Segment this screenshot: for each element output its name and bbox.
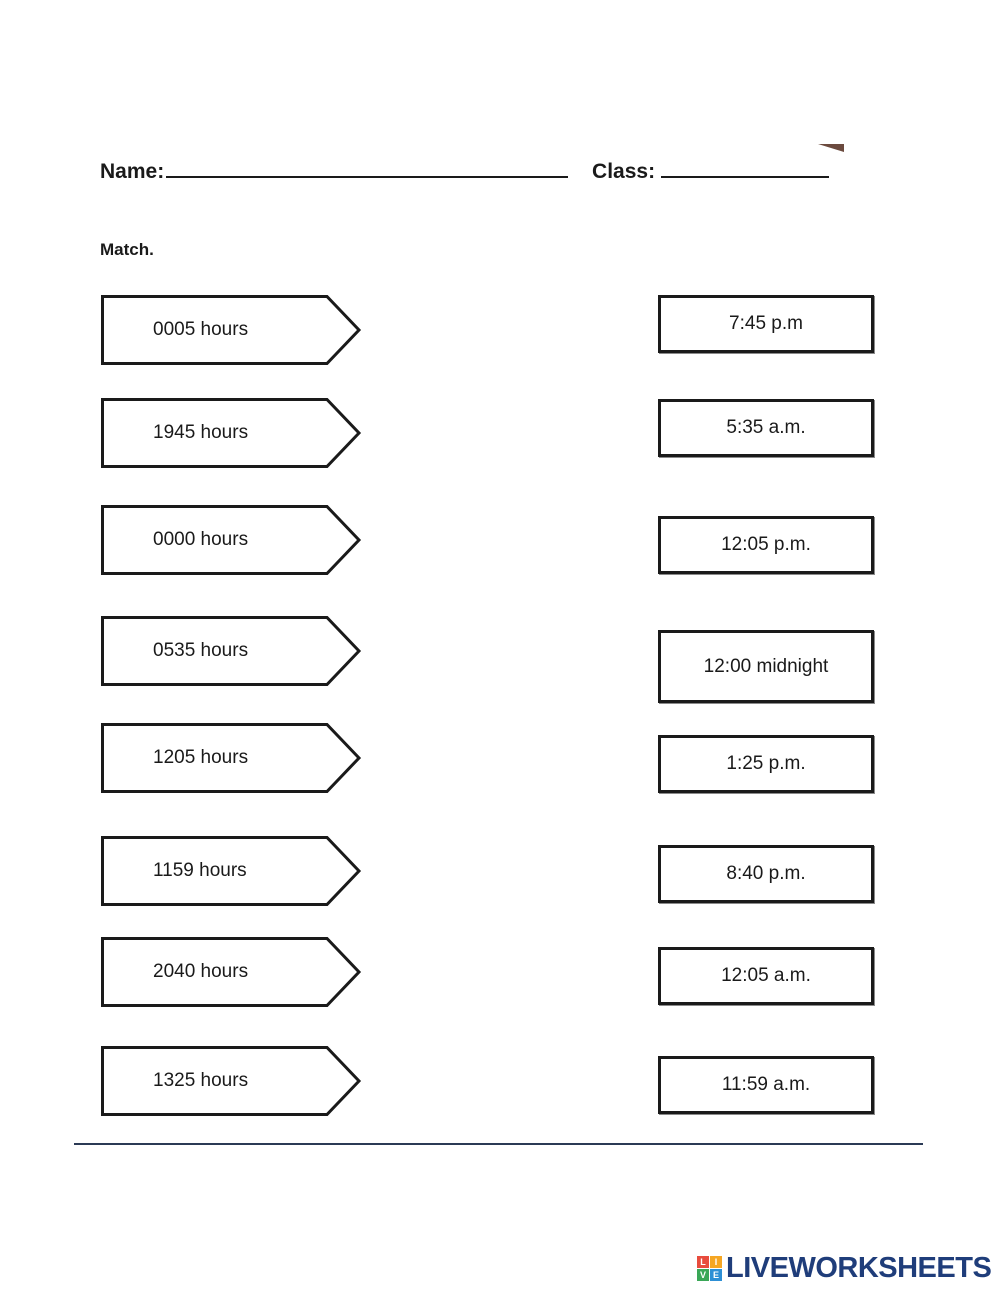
logo-letter: V: [697, 1269, 709, 1281]
left-match-item[interactable]: [101, 398, 361, 468]
header-row: [100, 158, 829, 184]
right-match-item[interactable]: [658, 845, 874, 903]
brand-name: LIVEWORKSHEETS: [726, 1252, 992, 1284]
class-label: Class:: [592, 160, 656, 183]
right-item-label: 12:00 midnight: [703, 655, 829, 677]
left-match-item[interactable]: [101, 295, 361, 365]
name-label: Name:: [100, 160, 165, 183]
right-item-label: 1:25 p.m.: [726, 753, 806, 774]
left-item-label: 0535 hours: [153, 640, 249, 661]
right-match-item[interactable]: [658, 295, 874, 353]
right-item-label: 5:35 a.m.: [726, 417, 806, 438]
logo-letter: I: [710, 1256, 722, 1268]
liveworksheets-logo[interactable]: [697, 1252, 991, 1285]
right-match-item[interactable]: [658, 947, 874, 1005]
right-item-label: 12:05 p.m.: [721, 534, 811, 555]
right-match-item[interactable]: [658, 399, 874, 457]
left-item-label: 0005 hours: [153, 319, 249, 340]
logo-letter: L: [697, 1256, 709, 1268]
right-match-item[interactable]: [658, 735, 874, 793]
instruction-text: Match.: [100, 240, 154, 259]
left-match-item[interactable]: [101, 723, 361, 793]
right-item-label: 12:05 a.m.: [721, 965, 811, 986]
name-field[interactable]: [166, 158, 568, 178]
right-item-label: 7:45 p.m: [729, 313, 803, 334]
left-item-label: 1205 hours: [153, 747, 249, 768]
bottom-divider: [74, 1143, 923, 1145]
left-match-item[interactable]: [101, 616, 361, 686]
left-item-label: 1159 hours: [153, 860, 247, 881]
left-item-label: 2040 hours: [153, 961, 249, 982]
right-match-item[interactable]: [658, 516, 874, 574]
left-match-item[interactable]: [101, 1046, 361, 1116]
live-logo-icon: [697, 1256, 722, 1281]
left-item-label: 1945 hours: [153, 422, 249, 443]
left-item-label: 1325 hours: [153, 1070, 249, 1091]
right-item-label: 8:40 p.m.: [726, 863, 806, 884]
left-match-item[interactable]: [101, 937, 361, 1007]
corner-mark-icon: [818, 144, 844, 152]
left-match-item[interactable]: [101, 505, 361, 575]
logo-letter: E: [710, 1269, 722, 1281]
left-item-label: 0000 hours: [153, 529, 249, 550]
class-field[interactable]: [661, 158, 829, 178]
right-item-label: 11:59 a.m.: [721, 1074, 811, 1095]
right-match-item[interactable]: [658, 1056, 874, 1114]
left-match-item[interactable]: [101, 836, 361, 906]
right-match-item[interactable]: [658, 630, 874, 703]
